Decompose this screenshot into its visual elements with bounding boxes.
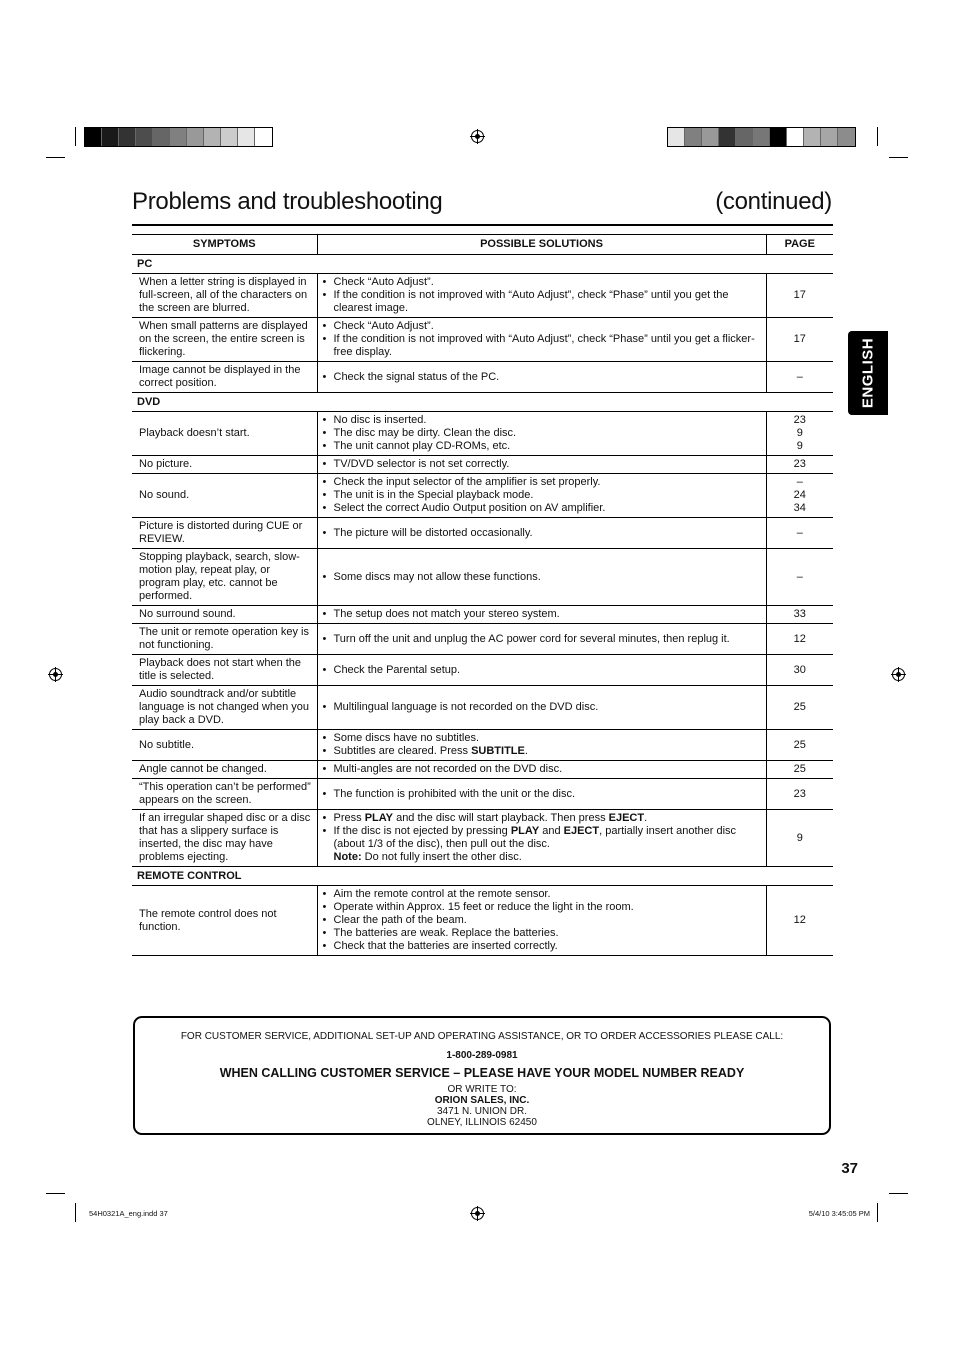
- section-row: [132, 255, 833, 274]
- service-call-text: FOR CUSTOMER SERVICE, ADDITIONAL SET-UP AND OPERATING ASSISTANCE, OR TO ORDER ACCESSORIES PLEASE CALL:: [180, 1031, 784, 1042]
- page-ref: 30: [793, 663, 806, 676]
- address-write-to: OR WRITE TO:: [447, 1084, 517, 1095]
- page-title: Problems and troubleshooting: [132, 188, 443, 215]
- page-ref-cell: [766, 549, 833, 606]
- color-swatch: [221, 128, 238, 146]
- solution-item: • Some discs have no subtitles.: [323, 732, 761, 745]
- table-row: [132, 456, 833, 474]
- table-row: [132, 686, 833, 730]
- header-symptoms: SYMPTOMS: [132, 235, 317, 255]
- page-ref-cell: [766, 655, 833, 686]
- page-ref-cell: [766, 730, 833, 761]
- solution-item: • The setup does not match your stereo system.: [323, 608, 761, 621]
- color-bar-left: [84, 127, 273, 147]
- solutions-list: [323, 788, 761, 801]
- color-swatch: [119, 128, 136, 146]
- page-ref: 24: [793, 489, 806, 501]
- solutions-list: [323, 763, 761, 776]
- service-phone: 1-800-289-0981: [446, 1050, 518, 1061]
- solutions-list: [323, 476, 761, 515]
- color-swatch: [170, 128, 187, 146]
- table-row: [132, 886, 833, 956]
- solution-item: • Aim the remote control at the remote sensor.: [323, 888, 761, 901]
- color-swatch: [719, 128, 736, 146]
- page-ref: 12: [793, 914, 806, 926]
- table-row: [132, 606, 833, 624]
- solution-item: • Clear the path of the beam.: [323, 914, 761, 927]
- crop-mark: [877, 1203, 878, 1222]
- solution-item: • If the disc is not ejected by pressing PLAY and EJECT, partially insert another disc (about 1/3 of the disc), then pull out the disc. Note: Do not fully insert the other disc.: [323, 825, 761, 864]
- solutions-cell: [317, 624, 766, 655]
- solution-item: • The disc may be dirty. Clean the disc.: [323, 427, 761, 440]
- table-row: [132, 655, 833, 686]
- symptom-cell: No surround sound.: [132, 606, 317, 624]
- color-swatch: [736, 128, 753, 146]
- page-ref-cell: [766, 318, 833, 362]
- page-ref-cell: [766, 412, 833, 456]
- page-ref-cell: [766, 624, 833, 655]
- header-solutions: POSSIBLE SOLUTIONS: [317, 235, 766, 255]
- color-swatch: [770, 128, 787, 146]
- solution-item: • TV/DVD selector is not set correctly.: [323, 458, 761, 471]
- page-ref-cell: [766, 779, 833, 810]
- page-title-continued: (continued): [715, 188, 832, 215]
- table-row: [132, 779, 833, 810]
- solutions-list: [323, 701, 761, 714]
- solution-item: • Turn off the unit and unplug the AC power cord for several minutes, then replug it.: [323, 633, 761, 646]
- solution-item: • If the condition is not improved with “Auto Adjust”, check “Phase” until you get a flicker-free display.: [323, 333, 761, 359]
- solution-item: • Select the correct Audio Output position on AV amplifier.: [323, 502, 761, 515]
- solution-item: • Some discs may not allow these functions.: [323, 571, 761, 584]
- solutions-cell: [317, 549, 766, 606]
- color-swatch: [255, 128, 272, 146]
- page-ref: 9: [796, 427, 803, 439]
- symptom-cell: Playback doesn’t start.: [132, 412, 317, 456]
- language-tab: [848, 331, 888, 415]
- table-row: [132, 318, 833, 362]
- section-label: PC: [132, 255, 833, 274]
- solutions-cell: [317, 474, 766, 518]
- solution-item: • The unit cannot play CD-ROMs, etc.: [323, 440, 761, 453]
- color-swatch: [821, 128, 838, 146]
- crop-mark: [889, 157, 908, 158]
- solutions-list: [323, 414, 761, 453]
- solutions-cell: [317, 779, 766, 810]
- crop-mark: [75, 127, 76, 146]
- page-ref: 9: [796, 831, 803, 844]
- solution-item: • The batteries are weak. Replace the batteries.: [323, 927, 761, 940]
- page-ref: 25: [793, 763, 806, 775]
- solution-item: • Check the input selector of the amplifier is set properly.: [323, 476, 761, 489]
- color-swatch: [136, 128, 153, 146]
- color-swatch: [838, 128, 855, 146]
- color-swatch: [685, 128, 702, 146]
- solutions-cell: [317, 606, 766, 624]
- header-page: PAGE: [766, 235, 833, 255]
- crop-mark: [877, 127, 878, 146]
- solution-item: • Multi-angles are not recorded on the DVD disc.: [323, 763, 761, 776]
- table-row: [132, 412, 833, 456]
- page-ref-cell: [766, 886, 833, 956]
- section-label: DVD: [132, 393, 833, 412]
- registration-mark-icon: [892, 668, 905, 681]
- crop-mark: [889, 1193, 908, 1194]
- solutions-list: [323, 888, 761, 953]
- troubleshooting-table: [132, 234, 833, 956]
- solution-item: • Check “Auto Adjust”.: [323, 276, 761, 289]
- page-ref-cell: [766, 518, 833, 549]
- color-swatch: [753, 128, 770, 146]
- solution-item: • The unit is in the Special playback mode.: [323, 489, 761, 502]
- table-row: [132, 274, 833, 318]
- page-ref-cell: [766, 810, 833, 867]
- page-ref: 17: [793, 333, 806, 345]
- crop-mark: [46, 1193, 65, 1194]
- solutions-list: [323, 633, 761, 646]
- solutions-list: [323, 732, 761, 758]
- page-ref: –: [796, 370, 803, 383]
- registration-mark-icon: [471, 130, 484, 143]
- symptom-cell: No subtitle.: [132, 730, 317, 761]
- color-swatch: [102, 128, 119, 146]
- color-bar-right: [667, 127, 856, 147]
- symptom-cell: When a letter string is displayed in full-screen, all of the characters on the screen are blurred.: [132, 274, 317, 318]
- color-swatch: [238, 128, 255, 146]
- symptom-cell: Playback does not start when the title is selected.: [132, 655, 317, 686]
- solution-item: • Check “Auto Adjust”.: [323, 320, 761, 333]
- solutions-cell: [317, 412, 766, 456]
- symptom-cell: Stopping playback, search, slow-motion play, repeat play, or program play, etc. cannot be performed.: [132, 549, 317, 606]
- solution-item: • No disc is inserted.: [323, 414, 761, 427]
- solutions-cell: [317, 362, 766, 393]
- symptom-cell: “This operation can’t be performed” appears on the screen.: [132, 779, 317, 810]
- symptom-cell: The remote control does not function.: [132, 886, 317, 956]
- page-ref-cell: [766, 474, 833, 518]
- solutions-cell: [317, 274, 766, 318]
- solution-item: • Check the signal status of the PC.: [323, 371, 761, 384]
- address-city: OLNEY, ILLINOIS 62450: [427, 1117, 537, 1128]
- page-ref: 23: [793, 414, 806, 426]
- table-header-row: [132, 235, 833, 255]
- section-row: [132, 867, 833, 886]
- symptom-cell: If an irregular shaped disc or a disc that has a slippery surface is inserted, the disc may have problems ejecting.: [132, 810, 317, 867]
- solutions-cell: [317, 761, 766, 779]
- solutions-list: [323, 527, 761, 540]
- page-ref: 33: [793, 608, 806, 620]
- solutions-cell: [317, 686, 766, 730]
- page-ref-cell: [766, 686, 833, 730]
- solutions-cell: [317, 730, 766, 761]
- symptom-cell: Picture is distorted during CUE or REVIEW.: [132, 518, 317, 549]
- table-row: [132, 730, 833, 761]
- color-swatch: [668, 128, 685, 146]
- title-rule: [132, 224, 833, 226]
- page-ref-cell: [766, 456, 833, 474]
- section-label: REMOTE CONTROL: [132, 867, 833, 886]
- solutions-list: [323, 458, 761, 471]
- table-row: [132, 549, 833, 606]
- page-ref: 12: [793, 632, 806, 645]
- symptom-cell: Angle cannot be changed.: [132, 761, 317, 779]
- registration-mark-icon: [471, 1207, 484, 1220]
- solution-item: • The function is prohibited with the unit or the disc.: [323, 788, 761, 801]
- solutions-cell: [317, 518, 766, 549]
- solutions-list: [323, 371, 761, 384]
- registration-mark-icon: [49, 668, 62, 681]
- solution-item: • Check that the batteries are inserted correctly.: [323, 940, 761, 953]
- solutions-list: [323, 812, 761, 864]
- footer-file-name: 54H0321A_eng.indd 37: [89, 1209, 168, 1218]
- solutions-cell: [317, 655, 766, 686]
- symptom-cell: No sound.: [132, 474, 317, 518]
- service-address: [135, 1084, 829, 1128]
- solutions-cell: [317, 886, 766, 956]
- solution-item: • The picture will be distorted occasionally.: [323, 527, 761, 540]
- solutions-cell: [317, 318, 766, 362]
- page-ref-cell: [766, 761, 833, 779]
- customer-service-box: [133, 1016, 831, 1135]
- symptom-cell: Image cannot be displayed in the correct position.: [132, 362, 317, 393]
- solutions-list: [323, 608, 761, 621]
- color-swatch: [702, 128, 719, 146]
- address-company: ORION SALES, INC.: [434, 1095, 530, 1106]
- page-ref: 9: [796, 440, 803, 452]
- table-row: [132, 474, 833, 518]
- solutions-cell: [317, 456, 766, 474]
- symptom-cell: The unit or remote operation key is not functioning.: [132, 624, 317, 655]
- table-row: [132, 810, 833, 867]
- solutions-list: [323, 320, 761, 359]
- crop-mark: [46, 157, 65, 158]
- solutions-list: [323, 276, 761, 315]
- solution-item: • Multilingual language is not recorded on the DVD disc.: [323, 701, 761, 714]
- symptom-cell: Audio soundtrack and/or subtitle language is not changed when you play back a DVD.: [132, 686, 317, 730]
- color-swatch: [204, 128, 221, 146]
- page-ref: 23: [793, 787, 806, 800]
- address-street: 3471 N. UNION DR.: [436, 1106, 528, 1117]
- table-body: [132, 255, 833, 956]
- page-ref-cell: [766, 606, 833, 624]
- table-row: [132, 362, 833, 393]
- table-row: [132, 624, 833, 655]
- section-row: [132, 393, 833, 412]
- solutions-cell: [317, 810, 766, 867]
- page-ref: 25: [793, 738, 806, 751]
- solution-item: • Subtitles are cleared. Press SUBTITLE.: [323, 745, 761, 758]
- page-number: 37: [841, 1160, 858, 1177]
- page-ref: –: [796, 526, 803, 539]
- solution-item: • Press PLAY and the disc will start playback. Then press EJECT.: [323, 812, 761, 825]
- color-swatch: [787, 128, 804, 146]
- color-swatch: [804, 128, 821, 146]
- crop-mark: [75, 1203, 76, 1222]
- solutions-list: [323, 571, 761, 584]
- page-ref: –: [796, 476, 803, 488]
- service-notice: WHEN CALLING CUSTOMER SERVICE – PLEASE HAVE YOUR MODEL NUMBER READY: [219, 1066, 745, 1080]
- page-ref: 17: [793, 289, 806, 301]
- footer-timestamp: 5/4/10 3:45:05 PM: [808, 1209, 870, 1218]
- page-ref: 25: [793, 701, 806, 713]
- page-ref: 34: [793, 502, 806, 514]
- symptom-cell: When small patterns are displayed on the screen, the entire screen is flickering.: [132, 318, 317, 362]
- table-row: [132, 761, 833, 779]
- page-ref: 23: [793, 458, 806, 470]
- solutions-list: [323, 664, 761, 677]
- color-swatch: [85, 128, 102, 146]
- solution-item: • If the condition is not improved with “Auto Adjust”, check “Phase” until you get the clearest image.: [323, 289, 761, 315]
- table-row: [132, 518, 833, 549]
- symptom-cell: No picture.: [132, 456, 317, 474]
- page-ref: –: [796, 570, 803, 583]
- solution-item: • Operate within Approx. 15 feet or reduce the light in the room.: [323, 901, 761, 914]
- language-tab-label: ENGLISH: [859, 337, 877, 409]
- page-ref-cell: [766, 274, 833, 318]
- solution-item: • Check the Parental setup.: [323, 664, 761, 677]
- color-swatch: [187, 128, 204, 146]
- color-swatch: [153, 128, 170, 146]
- page-ref-cell: [766, 362, 833, 393]
